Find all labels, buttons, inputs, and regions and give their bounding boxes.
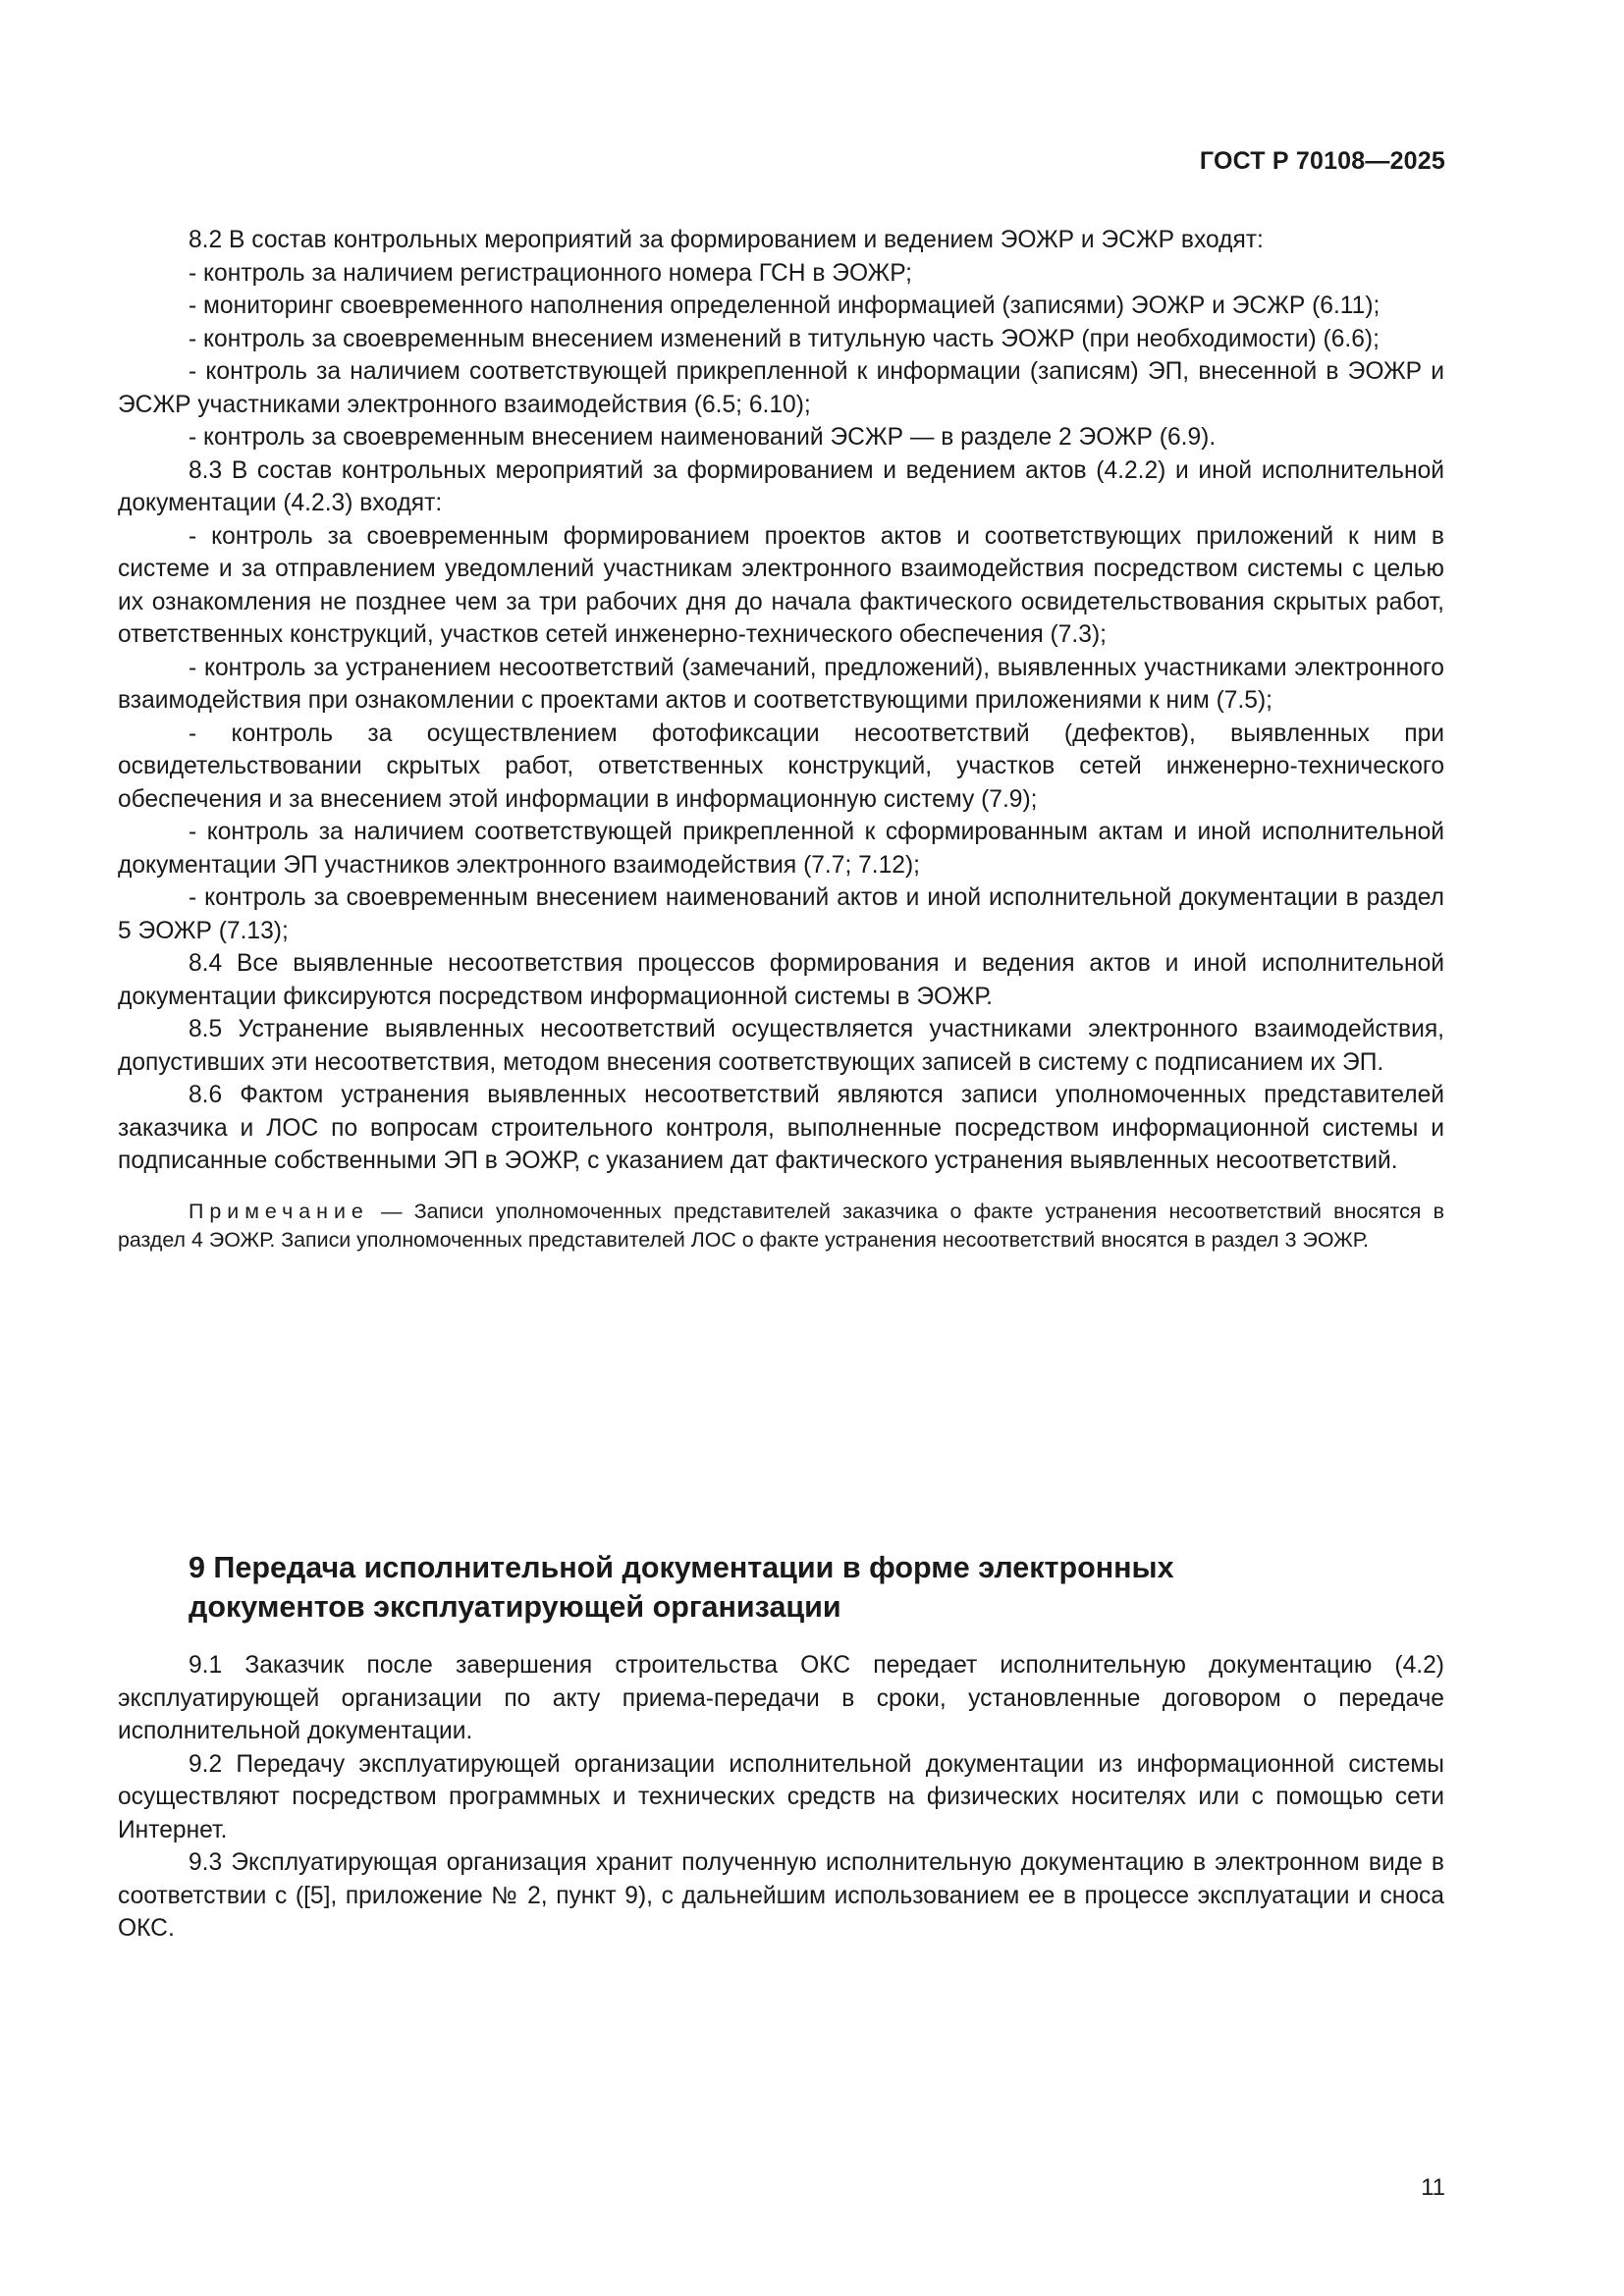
paragraph-8-5: 8.5 Устранение выявленных несоответствий осуществляется участниками электронного взаимодействия, допустивших эти несоответствия, методом внесения соответствующих записей в систему с подписанием их ЭП. (118, 1016, 1444, 1076)
paragraph-9-3: 9.3 Эксплуатирующая организация хранит полученную исполнительную документацию в электронном виде в соответствии с ([5], приложение № 2, пункт 9), с дальнейшим использованием ее в процессе эксплуатации и сноса ОКС. (118, 1849, 1444, 1942)
note-text: — Записи уполномоченных представителей заказчика о факте устранения несоответствий вносятся в раздел 4 ЭОЖР. Записи уполномоченных представителей ЛОС о факте устранения несоответствий вносятся в раздел 3 ЭОЖР. (118, 1199, 1444, 1252)
section-9-title (189, 1548, 1174, 1627)
note-label: Примечание (189, 1199, 369, 1223)
list-item: - контроль за наличием соответствующей прикрепленной к информации (записям) ЭП, внесенной в ЭОЖР и ЭСЖР участниками электронного взаимодействия (6.5; 6.10); (118, 358, 1444, 418)
section-9-title-line-2: документов эксплуатирующей организации (189, 1590, 841, 1624)
list-item: - контроль за своевременным формированием проектов актов и соответствующих приложений к ним в системе и за отправлением уведомлений участникам электронного взаимодействия посредством системы с целью их ознакомления не позднее чем за три рабочих дня до начала фактического освидетельствования скрытых работ, ответственных конструкций, участков сетей инженерно-технического обеспечения (7.3); (118, 522, 1444, 648)
list-item: - контроль за наличием соответствующей прикрепленной к сформированным актам и иной исполнительной документации ЭП участников электронного взаимодействия (7.7; 7.12); (118, 819, 1444, 879)
list-item: - контроль за наличием регистрационного номера ГСН в ЭОЖР; (189, 259, 912, 287)
paragraph-8-6: 8.6 Фактом устранения выявленных несоответствий являются записи уполномоченных представителей заказчика и ЛОС по вопросам строительного контроля, выполненные посредством информационной системы и подписанные собственными ЭП в ЭОЖР, с указанием дат фактического устранения выявленных несоответствий. (118, 1082, 1444, 1174)
list-item: - контроль за осуществлением фотофиксации несоответствий (дефектов), выявленных при освидетельствовании скрытых работ, ответственных конструкций, участков сетей инженерно-технического обеспечения и за внесением этой информации в информационную систему (7.9); (118, 720, 1444, 813)
list-item: - контроль за своевременным внесением наименований актов и иной исполнительной документации в раздел 5 ЭОЖР (7.13); (118, 884, 1444, 944)
paragraph-8-2: 8.2 В состав контрольных мероприятий за формированием и ведением ЭОЖР и ЭСЖР входят: (189, 227, 1264, 253)
document-code: ГОСТ Р 70108—2025 (1199, 147, 1445, 175)
list-item: - контроль за своевременным внесением наименований ЭСЖР — в разделе 2 ЭОЖР (6.9). (189, 424, 1217, 451)
note (118, 1198, 1444, 1255)
paragraph-8-3: 8.3 В состав контрольных мероприятий за формированием и ведением актов (4.2.2) и иной исполнительной документации (4.2.3) входят: (118, 456, 1444, 516)
list-item: - контроль за устранением несоответствий (замечаний, предложений), выявленных участниками электронного взаимодействия при ознакомлении с проектами актов и соответствующими приложениями к ним (7.5); (118, 654, 1444, 714)
section-9-text (118, 1649, 1444, 1946)
section-9-title-line-1: 9 Передача исполнительной документации в форме электронных (189, 1551, 1174, 1584)
list-item: - контроль за своевременным внесением изменений в титульную часть ЭОЖР (при необходимости) (6.6); (189, 325, 1380, 352)
paragraph-9-1: 9.1 Заказчик после завершения строительства ОКС передает исполнительную документацию (4.2) эксплуатирующей организации по акту приема-передачи в сроки, установленные договором о передаче исполнительной документации. (118, 1652, 1444, 1744)
paragraph-8-4: 8.4 Все выявленные несоответствия процессов формирования и ведения актов и иной исполнительной документации фиксируются посредством информационной системы в ЭОЖР. (118, 950, 1444, 1010)
list-item: - мониторинг своевременного наполнения определенной информацией (записями) ЭОЖР и ЭСЖР (6.11); (189, 293, 1380, 319)
paragraph-9-2: 9.2 Передачу эксплуатирующей организации исполнительной документации из информационной системы осуществляют посредством программных и технических средств на физических носителях или с помощью сети Интернет. (118, 1750, 1444, 1843)
page-number: 11 (1421, 2174, 1445, 2201)
section-8-text (118, 224, 1444, 1255)
